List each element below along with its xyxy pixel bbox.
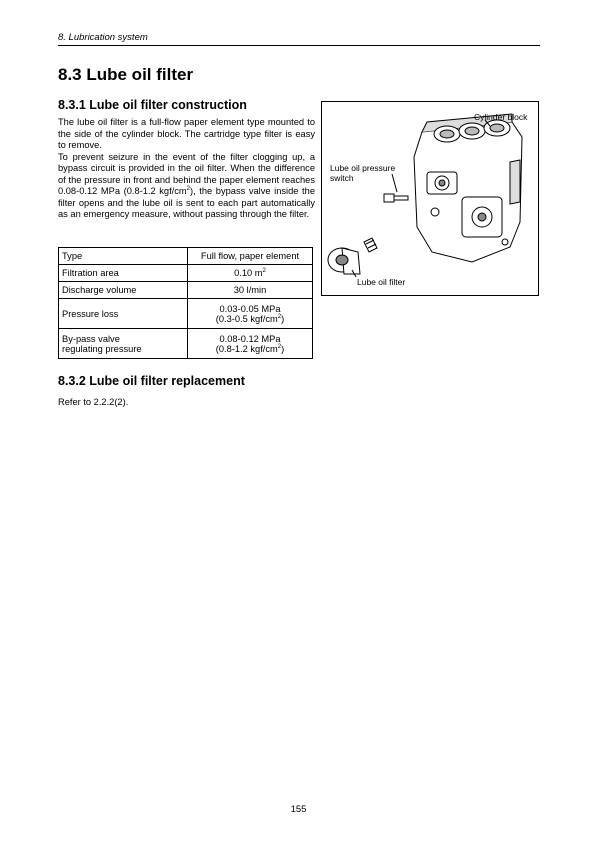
section-title: 8.3 Lube oil filter: [58, 65, 194, 84]
paragraph-bypass: To prevent seizure in the event of the filter clogging up, a bypass circuit is provided in the oil filter. When the difference of the pressure in front and behind the paper element reaches 0.08-0.12 MPa (0.8-1.2 kgf/$cm^2$), the bypass valve inside the filter opens and the lube oil is sent to each part automatically as an emergency measure, without passing through the filter.: [58, 151, 315, 219]
subsection-title-replacement: 8.3.2 Lube oil filter replacement: [58, 374, 245, 388]
spec-label: By-pass valve regulating pressure: [59, 329, 188, 359]
construction-description: [58, 117, 315, 221]
filter-spec-table: [58, 247, 313, 359]
spec-label: Filtration area: [59, 265, 188, 282]
page-number: 155: [290, 804, 307, 815]
engine-figure: [321, 101, 539, 296]
cylinder-block-label: Cylinder block: [474, 112, 528, 122]
table-row: [59, 329, 313, 359]
subsection-title-construction: 8.3.1 Lube oil filter construction: [58, 98, 247, 112]
spec-value: 0.10 $m^2$: [188, 265, 313, 282]
paragraph-filter-type: The lube oil filter is a full-flow paper element type mounted to the side of the cylinder block. The cartridge type filter is easy to remove.: [58, 117, 315, 150]
spec-label: Discharge volume: [59, 282, 188, 299]
spec-value: 0.08-0.12 MPa (0.8-1.2 kgf/$cm^2$): [188, 329, 313, 359]
spec-value: 0.03-0.05 MPa (0.3-0.5 kgf/$cm^2$): [188, 299, 313, 329]
spec-value: 30 l/min: [188, 282, 313, 299]
table-row: [59, 248, 313, 265]
replacement-reference: Refer to 2.2.2(2).: [58, 397, 129, 407]
chapter-header: 8. Lubrication system: [58, 32, 540, 46]
spec-value: Full flow, paper element: [188, 248, 313, 265]
table-row: [59, 282, 313, 299]
pressure-switch-label: Lube oil pressure switch: [330, 163, 396, 183]
spec-label: Type: [59, 248, 188, 265]
oil-filter-label: Lube oil filter: [357, 277, 406, 287]
cylinder-block-illustration: [322, 102, 538, 295]
table-row: [59, 299, 313, 329]
table-row: [59, 265, 313, 282]
spec-label: Pressure loss: [59, 299, 188, 329]
